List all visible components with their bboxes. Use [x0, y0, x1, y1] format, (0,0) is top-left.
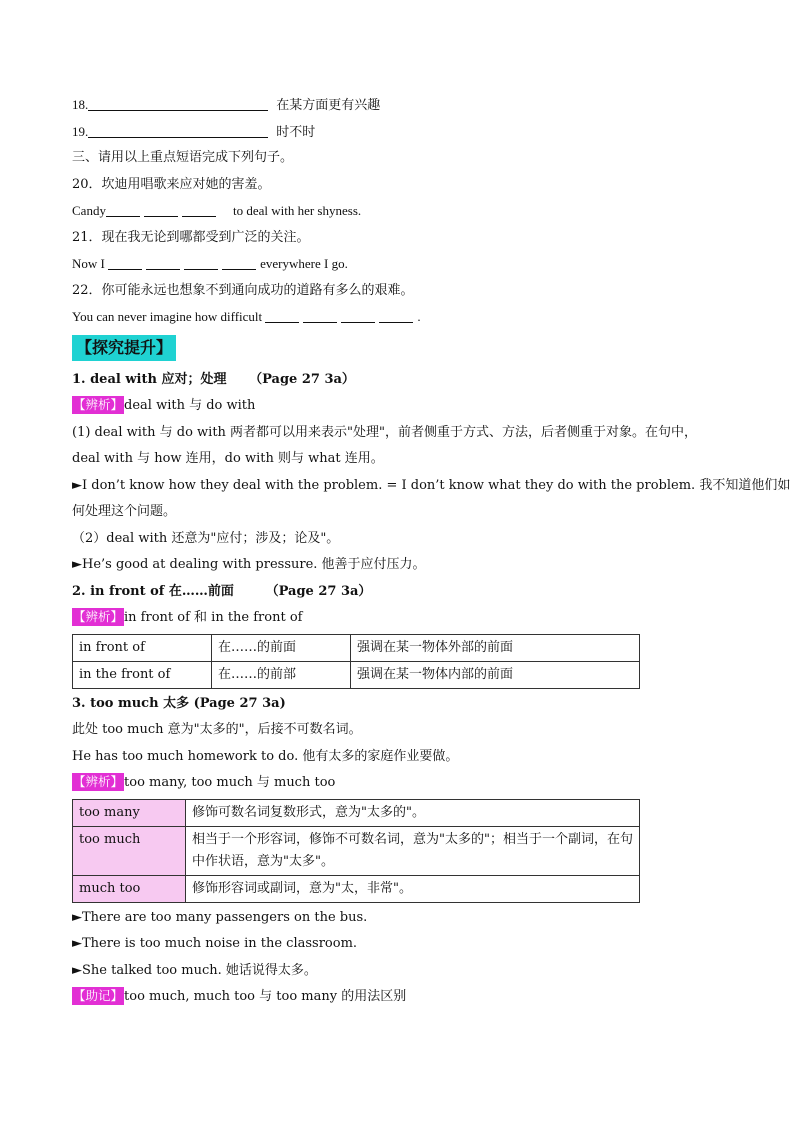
answer-blank[interactable] [303, 310, 337, 323]
point1-tag-line: 【辨析】deal with 与 do with [73, 397, 256, 413]
answer-blank[interactable] [88, 96, 268, 111]
table-row: too many 修饰可数名词复数形式，意为"太多的"。 [73, 799, 640, 826]
point3-example3: ►There is too much noise in the classroom. [72, 936, 358, 951]
point1-p1a: (1) deal with 与 do with 两者都可以用来表示"处理"，前者侧重于方式、方法，后者侧重于对象。在句中， [72, 424, 698, 440]
point1-example1b: 何处理这个问题。 [72, 504, 177, 519]
point2-tag-line: 【辨析】in front of 和 in the front of [73, 609, 303, 625]
answer-blank[interactable] [222, 257, 256, 270]
answer-blank[interactable] [184, 257, 218, 270]
point3-p1: 此处 too much 意为"太多的"，后接不可数名词。 [72, 722, 362, 737]
answer-blank[interactable] [144, 204, 178, 217]
answer-blank[interactable] [108, 257, 142, 270]
point3-example4: ►She talked too much. 她话说得太多。 [72, 962, 317, 978]
answer-blank[interactable] [182, 204, 216, 217]
analysis-tag: 【辨析】 [73, 397, 124, 412]
table-row: too much 相当于一个形容词，修饰不可数名词，意为"太多的"；相当于一个副词，在句中作状语，意为"太多"。 [73, 826, 640, 875]
point1-title: 1. deal with 应对；处理 （Page 27 3a） [72, 371, 355, 387]
exercise-number: 19. [72, 123, 89, 139]
point1-p1b: deal with 与 how 连用，do with 则与 what 连用。 [72, 451, 384, 466]
mnemonic-tag: 【助记】 [73, 988, 124, 1003]
point3-title: 3. too much 太多 (Page 27 3a) [72, 695, 286, 711]
q22-english: You can never imagine how difficult . [72, 309, 421, 324]
q22-chinese: 22．你可能永远也想象不到通向成功的道路有多么的艰难。 [72, 282, 414, 298]
table-row: in the front of 在……的前部 强调在某一物体内部的前面 [73, 661, 640, 688]
analysis-tag: 【辨析】 [73, 609, 124, 624]
analysis-tag: 【辨析】 [73, 774, 124, 789]
answer-blank[interactable] [146, 257, 180, 270]
point3-tag2-line: 【助记】too much, much too 与 too many 的用法区别 [73, 988, 407, 1004]
section-banner: 【探究提升】 [72, 335, 176, 361]
point1-example1a: ►I don’t know how they deal with the problem. = I don’t know what they do with the problem. 我不知道他们如 [72, 477, 791, 493]
answer-blank[interactable] [106, 204, 140, 217]
answer-blank[interactable] [341, 310, 375, 323]
q20-chinese: 20．坎迪用唱歌来应对她的害羞。 [72, 176, 271, 192]
point3-example2: ►There are too many passengers on the bus. [72, 909, 368, 925]
comparison-table-much [72, 799, 640, 903]
answer-blank[interactable] [88, 123, 268, 138]
point1-p2: （2）deal with 还意为"应付；涉及；论及"。 [72, 530, 340, 546]
document-page [72, 92, 791, 1011]
section-title: 三、请用以上重点短语完成下列句子。 [72, 150, 294, 165]
point3-tag-line: 【辨析】too many, too much 与 much too [73, 774, 336, 790]
exercise-18 [72, 92, 734, 119]
table-row: in front of 在……的前面 强调在某一物体外部的前面 [73, 634, 640, 661]
comparison-table-front [72, 634, 640, 689]
exercise-number: 18. [72, 97, 89, 112]
exercise-19 [72, 119, 734, 146]
exercise-meaning: 在某方面更有兴趣 [276, 98, 381, 113]
exercise-meaning: 时不时 [276, 124, 316, 140]
answer-blank[interactable] [265, 310, 299, 323]
table-row: much too 修饰形容词或副词，意为"太，非常"。 [73, 875, 640, 902]
point2-title: 2. in front of 在……前面 （Page 27 3a） [72, 583, 372, 599]
point3-example1: He has too much homework to do. 他有太多的家庭作业要做。 [72, 748, 459, 764]
q20-english: Candy to deal with her shyness. [72, 203, 362, 218]
q21-chinese: 21．现在我无论到哪都受到广泛的关注。 [72, 229, 310, 245]
point1-example2: ►He’s good at dealing with pressure. 他善于应付压力。 [72, 557, 426, 572]
q21-english: Now I everywhere I go. [72, 256, 348, 271]
answer-blank[interactable] [379, 310, 413, 323]
